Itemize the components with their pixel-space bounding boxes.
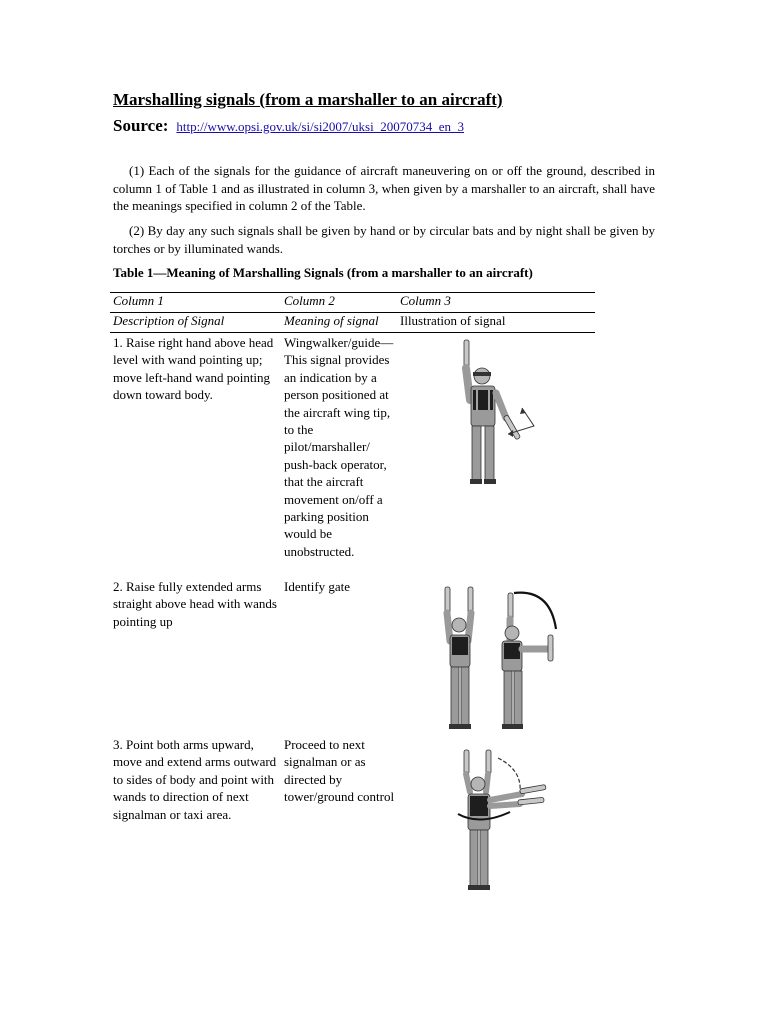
row-2-meaning: Identify gate <box>284 579 351 594</box>
row-2-description: 2. Raise fully extended arms straight above head with wands pointing up <box>113 579 277 629</box>
wingwalker-signal-illustration <box>440 338 560 488</box>
table-caption: Table 1—Meaning of Marshalling Signals (from a marshaller to an aircraft) <box>113 265 533 280</box>
proceed-to-next-signalman-illustration <box>440 748 560 893</box>
column-header-1: Column 1 <box>113 293 164 308</box>
paragraph-1: (1) Each of the signals for the guidance of aircraft maneuvering on or off the ground, described in column 1 of Table 1 and as illustrated in column 3, when given by a marshaller to an aircraft, shall have the meanings specified in column 2 of the Table. <box>113 163 655 213</box>
sub-header-illustration: Illustration of signal <box>400 313 506 328</box>
row-3-meaning: Proceed to next signalman or as directed by tower/ground control <box>284 737 395 805</box>
row-1-description: 1. Raise right hand above head level with wand pointing up; move left-hand wand pointing down toward body. <box>113 335 274 403</box>
source-label: Source: <box>113 116 169 135</box>
source-link[interactable]: http://www.opsi.gov.uk/si/si2007/uksi_20070734_en_3 <box>176 119 464 134</box>
document-title: Marshalling signals (from a marshaller to an aircraft) <box>113 90 503 109</box>
sub-header-meaning: Meaning of signal <box>284 313 379 328</box>
sub-header-description: Description of Signal <box>113 313 225 328</box>
source-line <box>113 116 464 136</box>
table-rule-top <box>110 292 595 293</box>
column-header-2: Column 2 <box>284 293 335 308</box>
identify-gate-signal-illustration <box>432 585 572 733</box>
row-3-description: 3. Point both arms upward, move and extend arms outward to sides of body and point with wands to direction of next signalman or taxi area. <box>113 737 277 822</box>
table-rule-bottom <box>110 332 595 333</box>
row-1-meaning: Wingwalker/guide—This signal provides an indication by a person positioned at the aircraft wing tip, to the pilot/marshaller/ push-back operator, that the aircraft movement on/off a parking position would be unobstructed. <box>284 335 394 559</box>
column-header-3: Column 3 <box>400 293 451 308</box>
paragraph-2: (2) By day any such signals shall be given by hand or by circular bats and by night shall be given by torches or by illuminated wands. <box>113 223 655 256</box>
